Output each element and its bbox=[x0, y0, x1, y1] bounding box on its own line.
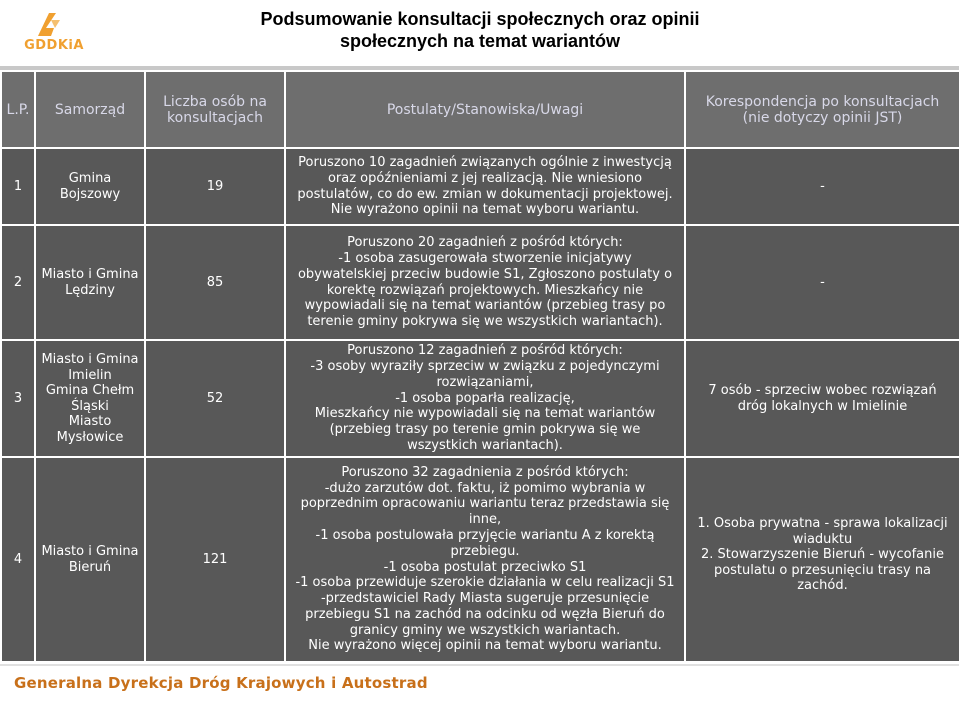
text-line: Imielin bbox=[68, 367, 112, 383]
cell-korespondencja bbox=[685, 225, 959, 340]
text-line: Bieruń bbox=[68, 559, 112, 575]
text-line: -1 osoba postulowała przyjęcie wariantu A z korektą bbox=[315, 527, 655, 543]
text-line: dróg lokalnych w Imielinie bbox=[737, 398, 908, 414]
gddkia-logo-icon bbox=[34, 10, 64, 40]
text-line: -dużo zarzutów dot. faktu, iż pomimo wybrania w bbox=[324, 480, 646, 496]
text-line: -przedstawiciel Rady Miasta sugeruje przesunięcie bbox=[320, 591, 650, 607]
text-line: Miasto i Gmina bbox=[41, 544, 139, 559]
header-postulaty: Postulaty/Stanowiska/Uwagi bbox=[285, 71, 685, 148]
cell-liczba: 85 bbox=[145, 225, 285, 340]
text-line: -1 osoba poparła realizację, bbox=[395, 390, 575, 406]
text-line: Poruszono 12 zagadnień z pośród których: bbox=[347, 343, 623, 359]
text-line: Gmina bbox=[68, 171, 112, 186]
page-title bbox=[150, 8, 810, 52]
cell-liczba: 19 bbox=[145, 148, 285, 225]
cell-korespondencja bbox=[685, 457, 959, 662]
footer-organization-name: Generalna Dyrekcja Dróg Krajowych i Autostrad bbox=[14, 674, 428, 692]
cell-lp: 2 bbox=[1, 225, 35, 340]
header-liczba: Liczba osób na konsultacjach bbox=[145, 71, 285, 148]
text-line: - bbox=[820, 274, 825, 290]
cell-postulaty bbox=[285, 340, 685, 457]
text-line: Nie wyrażono więcej opinii na temat wyboru wariantu. bbox=[308, 638, 662, 654]
text-line: Lędziny bbox=[65, 282, 115, 298]
cell-lp: 4 bbox=[1, 457, 35, 662]
text-line: -1 osoba postulat przeciwko S1 bbox=[383, 559, 587, 575]
footer-divider bbox=[0, 664, 959, 666]
title-line-1: Podsumowanie konsultacji społecznych oraz opinii bbox=[260, 9, 700, 29]
text-line: inne, bbox=[468, 512, 502, 528]
text-line: granicy gminy we wszystkich wariantach. bbox=[349, 622, 621, 638]
text-line: obywatelskiej przeciw budowie S1, Zgłoszono postulaty o bbox=[297, 266, 673, 282]
text-line: -3 osoby wyraziły sprzeciw w związku z pojedynczymi bbox=[310, 359, 660, 374]
summary-table bbox=[0, 70, 959, 663]
table-row bbox=[1, 340, 959, 457]
text-line: 1. Osoba prywatna - sprawa lokalizacji bbox=[697, 516, 948, 531]
cell-postulaty bbox=[285, 457, 685, 662]
text-line: Miasto i Gmina bbox=[41, 352, 139, 367]
header-korespondencja-line-1: Korespondencja po konsultacjach bbox=[705, 93, 940, 110]
text-line: Mysłowice bbox=[56, 429, 124, 445]
text-line: (przebieg trasy po terenie gmin pokrywa się we bbox=[329, 422, 641, 438]
text-line: postulatów, co do ew. zmian w dokumentacji projektowej. bbox=[297, 186, 673, 202]
text-line: poprzednim opracowaniu wariantu teraz przedstawia się bbox=[300, 496, 670, 512]
cell-lp: 1 bbox=[1, 148, 35, 225]
cell-lp: 3 bbox=[1, 340, 35, 457]
text-line: -1 osoba zasugerowała stworzenie inicjatywy bbox=[338, 250, 632, 266]
text-line: Poruszono 10 zagadnień związanych ogólnie z inwestycją bbox=[298, 154, 672, 170]
text-line: Miasto i Gmina bbox=[41, 267, 139, 282]
text-line: Śląski bbox=[71, 398, 109, 414]
title-line-2: społecznych na temat wariantów bbox=[339, 31, 621, 51]
text-line: 2. Stowarzyszenie Bieruń - wycofanie bbox=[700, 547, 944, 562]
header-korespondencja-line-2: (nie dotyczy opinii JST) bbox=[742, 109, 903, 126]
table-header-row bbox=[1, 71, 959, 148]
gddkia-logo bbox=[14, 8, 94, 56]
header-lp: L.P. bbox=[1, 71, 35, 148]
cell-postulaty bbox=[285, 225, 685, 340]
text-line: rozwiązaniami, bbox=[436, 374, 534, 390]
cell-samorzad bbox=[35, 457, 145, 662]
cell-liczba: 121 bbox=[145, 457, 285, 662]
header-korespondencja bbox=[685, 71, 959, 148]
text-line: korektę rozwiązań projektowych. Mieszkańcy nie bbox=[326, 282, 644, 298]
text-line: wypowiadali się na temat wariantów (przebieg trasy po bbox=[304, 298, 666, 314]
text-line: zachód. bbox=[797, 578, 848, 593]
text-line: wiaduktu bbox=[792, 531, 853, 547]
text-line: Poruszono 32 zagadnienia z pośród których: bbox=[341, 464, 629, 480]
text-line: -1 osoba przewiduje szerokie działania w celu realizacji S1 bbox=[295, 575, 675, 591]
text-line: terenie gminy pokrywa się we wszystkich wariantach). bbox=[307, 314, 663, 330]
text-line: Mieszkańcy nie wypowiadali się na temat wariantów bbox=[314, 406, 656, 422]
table-row bbox=[1, 148, 959, 225]
cell-samorzad bbox=[35, 148, 145, 225]
text-line: 7 osób - sprzeciw wobec rozwiązań bbox=[708, 383, 937, 398]
text-line: Miasto bbox=[68, 414, 112, 429]
cell-samorzad bbox=[35, 225, 145, 340]
cell-korespondencja bbox=[685, 340, 959, 457]
logo-text: GDDKiA bbox=[24, 38, 84, 53]
text-line: Bojszowy bbox=[59, 186, 121, 202]
text-line: - bbox=[820, 178, 825, 194]
cell-postulaty bbox=[285, 148, 685, 225]
cell-korespondencja bbox=[685, 148, 959, 225]
cell-liczba: 52 bbox=[145, 340, 285, 457]
text-line: oraz opóźnieniami z jej realizacją. Nie wniesiono bbox=[327, 170, 643, 186]
table-row bbox=[1, 225, 959, 340]
text-line: Poruszono 20 zagadnień z pośród których: bbox=[347, 235, 623, 251]
cell-samorzad bbox=[35, 340, 145, 457]
text-line: postulatu o przesunięciu trasy na bbox=[713, 562, 932, 578]
text-line: Gmina Chełm bbox=[45, 383, 135, 398]
table-row bbox=[1, 457, 959, 662]
text-line: Nie wyrażono opinii na temat wyboru wariantu. bbox=[330, 202, 640, 218]
text-line: przebiegu S1 na zachód na odcinku od węzła Bieruń do bbox=[305, 606, 665, 622]
text-line: wszystkich wariantach). bbox=[407, 437, 563, 453]
header-samorzad: Samorząd bbox=[35, 71, 145, 148]
text-line: przebiegu. bbox=[450, 543, 520, 559]
